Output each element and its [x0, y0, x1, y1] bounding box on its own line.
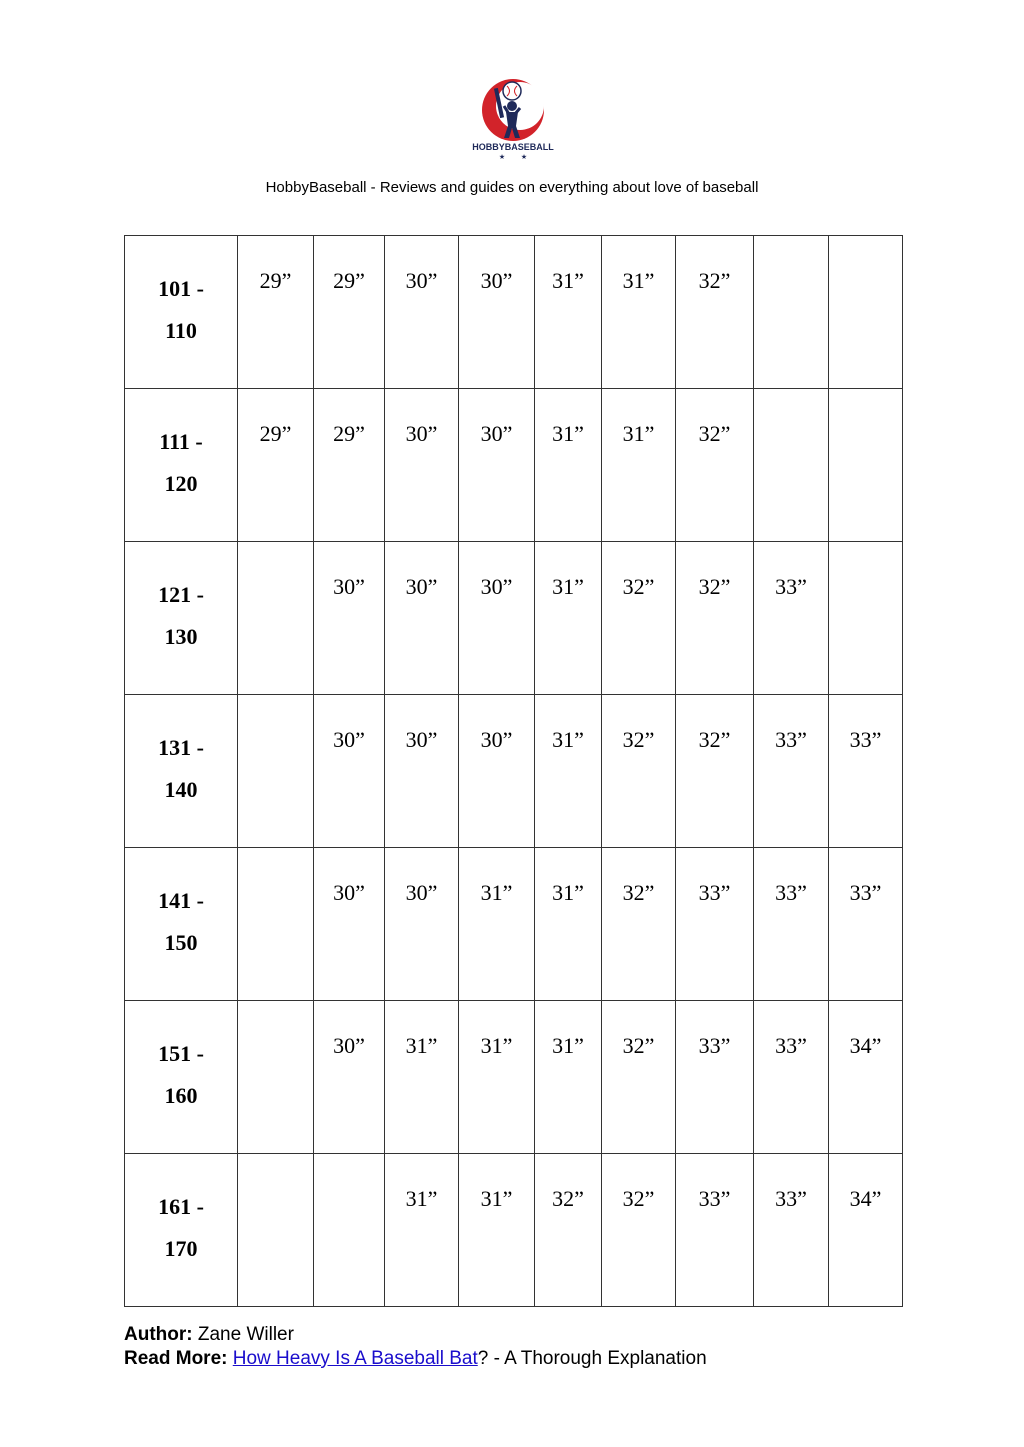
- height-range-end: 150: [164, 930, 198, 955]
- bat-length-value: 29”: [259, 268, 292, 293]
- bat-length-value: [238, 542, 313, 574]
- bat-length-cell: [602, 848, 676, 1001]
- bat-length-cell: [314, 1001, 385, 1154]
- bat-length-cell: [829, 389, 903, 542]
- bat-length-value: 31”: [552, 1033, 584, 1058]
- table-row: [125, 1001, 903, 1154]
- bat-length-cell: [829, 236, 903, 389]
- bat-length-value: 30”: [405, 421, 438, 446]
- bat-length-value: 30”: [333, 727, 365, 752]
- bat-length-value: 30”: [480, 727, 513, 752]
- height-range-end: 110: [165, 318, 197, 343]
- bat-length-cell: [754, 236, 829, 389]
- bat-length-cell: [602, 542, 676, 695]
- hobbybaseball-logo: [466, 76, 560, 160]
- bat-length-cell: [602, 695, 676, 848]
- bat-length-value: 31”: [552, 421, 584, 446]
- height-range-cell: [125, 1154, 238, 1307]
- svg-text:★: ★: [520, 154, 528, 160]
- bat-length-cell: [314, 848, 385, 1001]
- bat-length-cell: [829, 542, 903, 695]
- bat-length-value: 31”: [552, 574, 584, 599]
- bat-length-value: [314, 1154, 384, 1186]
- bat-length-value: 31”: [622, 421, 655, 446]
- height-range-start: 151 -: [158, 1041, 204, 1066]
- bat-length-cell: [459, 542, 535, 695]
- height-range-start: 131 -: [158, 735, 204, 760]
- bat-length-cell: [238, 1001, 314, 1154]
- bat-length-cell: [314, 1154, 385, 1307]
- site-tagline: HobbyBaseball - Reviews and guides on everything about love of baseball: [265, 179, 759, 196]
- height-range-end: 140: [164, 777, 198, 802]
- author-label: Author:: [124, 1324, 193, 1345]
- bat-length-cell: [602, 389, 676, 542]
- bat-length-value: 32”: [622, 1033, 655, 1058]
- bat-length-cell: [535, 542, 602, 695]
- bat-length-cell: [676, 1154, 754, 1307]
- bat-length-cell: [238, 695, 314, 848]
- bat-length-value: [829, 236, 902, 268]
- bat-length-value: 30”: [480, 268, 513, 293]
- height-range-cell: [125, 1001, 238, 1154]
- bat-length-cell: [314, 695, 385, 848]
- table-row: [125, 389, 903, 542]
- bat-length-value: 31”: [480, 1033, 513, 1058]
- bat-size-table: [124, 235, 903, 1307]
- read-more-link[interactable]: How Heavy Is A Baseball Bat: [232, 1348, 478, 1369]
- bat-length-cell: [602, 1154, 676, 1307]
- bat-length-cell: [829, 1154, 903, 1307]
- bat-length-cell: [676, 389, 754, 542]
- bat-length-cell: [676, 236, 754, 389]
- bat-length-cell: [459, 1001, 535, 1154]
- height-range-start: 101 -: [158, 276, 204, 301]
- bat-length-value: 33”: [775, 1186, 807, 1211]
- bat-length-cell: [829, 1001, 903, 1154]
- bat-length-cell: [385, 695, 459, 848]
- bat-length-value: [829, 389, 902, 421]
- read-more-suffix: ? - A Thorough Explanation: [477, 1348, 707, 1369]
- bat-length-cell: [314, 542, 385, 695]
- bat-length-cell: [459, 1154, 535, 1307]
- bat-length-cell: [754, 1001, 829, 1154]
- height-range-cell: [125, 389, 238, 542]
- bat-length-value: 33”: [775, 574, 807, 599]
- table-row: [125, 695, 903, 848]
- height-range-start: 161 -: [158, 1194, 204, 1219]
- bat-length-cell: [829, 848, 903, 1001]
- bat-length-value: 31”: [480, 880, 513, 905]
- table-row: [125, 848, 903, 1001]
- bat-length-cell: [314, 236, 385, 389]
- table-row: [125, 542, 903, 695]
- bat-length-value: 32”: [622, 574, 655, 599]
- height-range-start: 141 -: [158, 888, 204, 913]
- bat-length-value: [238, 848, 313, 880]
- bat-length-value: 31”: [480, 1186, 513, 1211]
- height-range-end: 120: [164, 471, 198, 496]
- bat-length-value: 34”: [849, 1186, 882, 1211]
- table-row: [125, 236, 903, 389]
- bat-length-cell: [385, 848, 459, 1001]
- bat-length-cell: [676, 695, 754, 848]
- bat-length-value: 32”: [622, 880, 655, 905]
- bat-length-value: 32”: [698, 727, 731, 752]
- bat-length-value: 30”: [480, 421, 513, 446]
- bat-length-cell: [602, 1001, 676, 1154]
- bat-length-value: 29”: [333, 421, 365, 446]
- bat-length-value: 33”: [698, 880, 731, 905]
- bat-length-cell: [754, 848, 829, 1001]
- bat-length-cell: [754, 1154, 829, 1307]
- bat-length-cell: [385, 1154, 459, 1307]
- bat-length-value: 32”: [698, 574, 731, 599]
- height-range-cell: [125, 236, 238, 389]
- bat-length-cell: [676, 542, 754, 695]
- bat-length-value: 31”: [405, 1033, 438, 1058]
- bat-length-value: 30”: [405, 880, 438, 905]
- baseball-player-logo-icon: [466, 76, 560, 160]
- height-range-start: 121 -: [158, 582, 204, 607]
- height-range-cell: [125, 695, 238, 848]
- table-row: [125, 1154, 903, 1307]
- bat-length-cell: [535, 695, 602, 848]
- bat-length-cell: [459, 848, 535, 1001]
- bat-length-cell: [385, 389, 459, 542]
- bat-length-value: 30”: [405, 268, 438, 293]
- bat-length-value: 33”: [849, 727, 882, 752]
- read-more-label: Read More:: [124, 1348, 228, 1369]
- read-more-line: [124, 1347, 707, 1371]
- bat-length-cell: [535, 1154, 602, 1307]
- bat-length-value: 33”: [849, 880, 882, 905]
- bat-length-cell: [676, 848, 754, 1001]
- bat-length-value: 31”: [405, 1186, 438, 1211]
- bat-length-cell: [238, 1154, 314, 1307]
- bat-length-value: 33”: [698, 1186, 731, 1211]
- article-footer: [124, 1323, 707, 1371]
- bat-length-value: [238, 695, 313, 727]
- bat-length-value: 33”: [775, 727, 807, 752]
- bat-length-value: 31”: [552, 880, 584, 905]
- bat-length-cell: [676, 1001, 754, 1154]
- height-range-end: 130: [164, 624, 198, 649]
- bat-length-value: 29”: [259, 421, 292, 446]
- bat-length-value: 32”: [698, 268, 731, 293]
- bat-length-cell: [535, 1001, 602, 1154]
- bat-length-cell: [385, 1001, 459, 1154]
- bat-length-value: 31”: [622, 268, 655, 293]
- bat-length-value: [238, 1001, 313, 1033]
- logo-wordmark: HOBBYBASEBALL: [472, 142, 554, 152]
- bat-length-value: 32”: [698, 421, 731, 446]
- bat-length-value: 31”: [552, 727, 584, 752]
- bat-length-value: 32”: [622, 727, 655, 752]
- bat-length-cell: [238, 542, 314, 695]
- height-range-start: 111 -: [159, 429, 203, 454]
- bat-length-value: [754, 389, 828, 421]
- bat-length-cell: [314, 389, 385, 542]
- bat-length-value: 32”: [622, 1186, 655, 1211]
- bat-length-value: [238, 1154, 313, 1186]
- bat-length-cell: [535, 848, 602, 1001]
- height-range-end: 160: [164, 1083, 198, 1108]
- bat-length-cell: [754, 389, 829, 542]
- bat-length-value: 31”: [552, 268, 584, 293]
- bat-length-cell: [535, 236, 602, 389]
- author-name: Zane Willer: [197, 1324, 294, 1345]
- svg-text:★: ★: [498, 154, 506, 160]
- author-line: [124, 1323, 707, 1347]
- bat-length-cell: [602, 236, 676, 389]
- bat-length-value: 33”: [698, 1033, 731, 1058]
- bat-length-cell: [829, 695, 903, 848]
- height-range-cell: [125, 542, 238, 695]
- bat-length-cell: [385, 542, 459, 695]
- bat-length-cell: [238, 236, 314, 389]
- bat-length-cell: [238, 848, 314, 1001]
- bat-length-cell: [535, 389, 602, 542]
- bat-length-cell: [459, 695, 535, 848]
- bat-length-value: 30”: [405, 727, 438, 752]
- bat-length-value: 33”: [775, 1033, 807, 1058]
- bat-length-cell: [754, 542, 829, 695]
- bat-length-value: 32”: [552, 1186, 584, 1211]
- bat-length-value: 29”: [333, 268, 365, 293]
- bat-length-value: 30”: [333, 574, 365, 599]
- bat-length-cell: [459, 236, 535, 389]
- bat-length-value: [829, 542, 902, 574]
- bat-length-value: 30”: [480, 574, 513, 599]
- bat-length-cell: [459, 389, 535, 542]
- bat-length-value: 30”: [333, 880, 365, 905]
- bat-length-cell: [385, 236, 459, 389]
- bat-length-value: 34”: [849, 1033, 882, 1058]
- bat-length-value: 30”: [405, 574, 438, 599]
- bat-length-cell: [754, 695, 829, 848]
- bat-length-value: [754, 236, 828, 268]
- bat-length-value: 30”: [333, 1033, 365, 1058]
- bat-length-cell: [238, 389, 314, 542]
- height-range-cell: [125, 848, 238, 1001]
- height-range-end: 170: [164, 1236, 198, 1261]
- bat-length-value: 33”: [775, 880, 807, 905]
